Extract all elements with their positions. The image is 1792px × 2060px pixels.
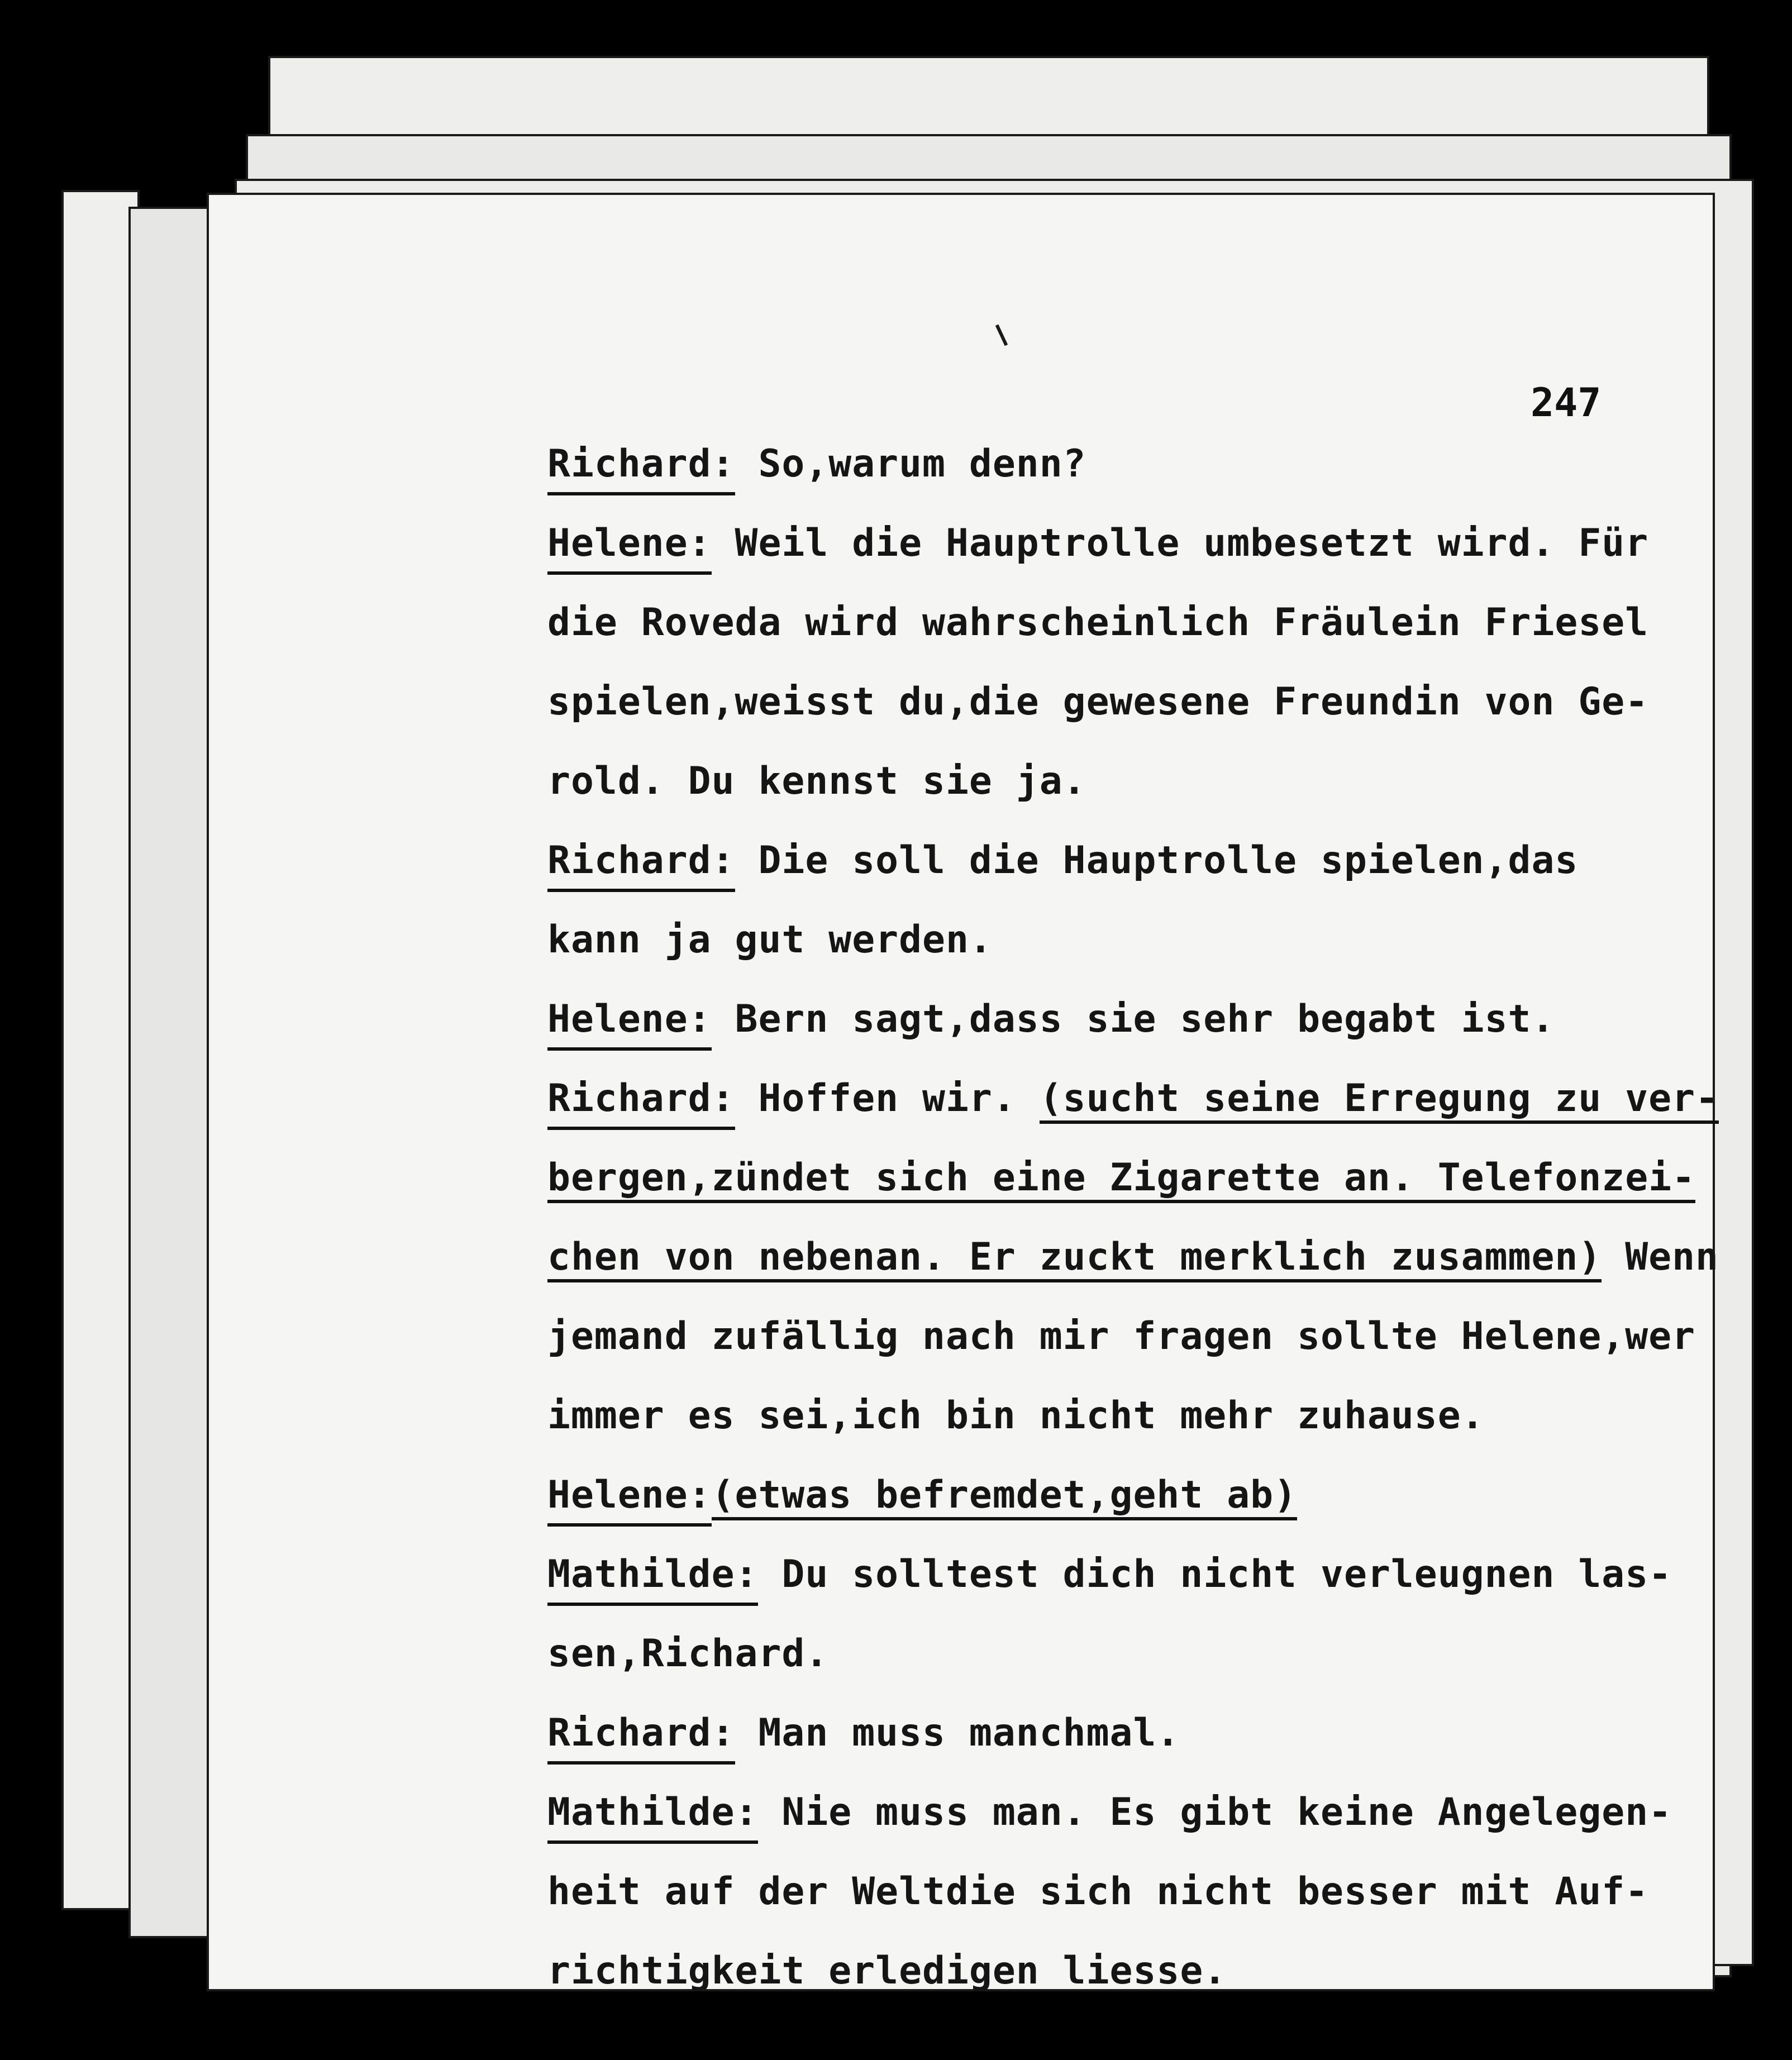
dialogue-text: rold. Du kennst sie ja. [547, 759, 1086, 803]
script-line [547, 1456, 1620, 1535]
script-line [547, 1614, 1620, 1694]
stage-direction: (etwas befremdet,geht ab) [712, 1473, 1298, 1520]
script-line [547, 504, 1649, 583]
dialogue-text: Nie muss man. Es gibt keine Angelegen- [758, 1790, 1672, 1834]
dialogue-text: Hoffen wir. [735, 1076, 1040, 1120]
stage-direction: chen von nebenan. Er zuckt merklich zusammen) [547, 1235, 1602, 1282]
left-sheet-edge [128, 207, 212, 1938]
script-line [547, 1138, 1696, 1218]
speaker-label: Mathilde: [547, 1785, 758, 1844]
dialogue-text: heit auf der Weltdie sich nicht besser mit Auf- [547, 1870, 1649, 1914]
script-line [547, 1852, 1649, 1932]
script-line [547, 1376, 1620, 1456]
dialogue-text: kann ja gut werden. [547, 918, 993, 962]
speaker-label: Helene: [547, 516, 712, 575]
dialogue-text: spielen,weisst du,die gewesene Freundin von Ge- [547, 680, 1649, 724]
dialogue-text: Man muss manchmal. [735, 1711, 1180, 1755]
script-line [547, 662, 1649, 742]
script-line [547, 980, 1620, 1059]
dialogue-text: sen,Richard. [547, 1632, 829, 1676]
page-number: 247 [1531, 380, 1602, 426]
script-text [547, 425, 1719, 2011]
dialogue-text: Wenn [1602, 1235, 1719, 1279]
speaker-label: Richard: [547, 833, 735, 892]
dialogue-text: So,warum denn? [735, 442, 1086, 486]
speaker-label: Helene: [547, 1467, 712, 1527]
speaker-label: Richard: [547, 436, 735, 495]
speaker-label: Richard: [547, 1071, 735, 1130]
stage-direction: (sucht seine Erregung zu ver- [1040, 1076, 1719, 1124]
script-line [547, 1694, 1620, 1773]
script-line [547, 425, 1620, 504]
dialogue-text: richtigkeit erledigen liesse. [547, 1949, 1227, 1993]
stage-direction: bergen,zündet sich eine Zigarette an. Telefonzei- [547, 1156, 1695, 1203]
script-line [547, 1059, 1719, 1138]
dialogue-text: jemand zufällig nach mir fragen sollte Helene,wer [547, 1314, 1696, 1358]
dialogue-text: die Roveda wird wahrscheinlich Fräulein Friesel [547, 600, 1649, 645]
speaker-label: Mathilde: [547, 1547, 758, 1606]
dialogue-text: immer es sei,ich bin nicht mehr zuhause. [547, 1394, 1485, 1438]
script-line [547, 1535, 1672, 1614]
dialogue-text: Du solltest dich nicht verleugnen las- [758, 1552, 1672, 1596]
dialogue-text: Die soll die Hauptrolle spielen,das [735, 838, 1579, 883]
script-line [547, 742, 1620, 821]
script-line [547, 583, 1649, 662]
speaker-label: Richard: [547, 1705, 735, 1765]
dialogue-text: Bern sagt,dass sie sehr begabt ist. [711, 997, 1555, 1041]
script-line [547, 1773, 1672, 1852]
script-line [547, 821, 1620, 900]
dialogue-text: Weil die Hauptrolle umbesetzt wird. Für [711, 521, 1649, 565]
left-sheet-edge [61, 190, 140, 1910]
script-line [547, 1218, 1719, 1297]
script-line [547, 900, 1620, 980]
script-line [547, 1297, 1696, 1376]
speaker-label: Helene: [547, 991, 712, 1051]
script-line [547, 1932, 1620, 2011]
